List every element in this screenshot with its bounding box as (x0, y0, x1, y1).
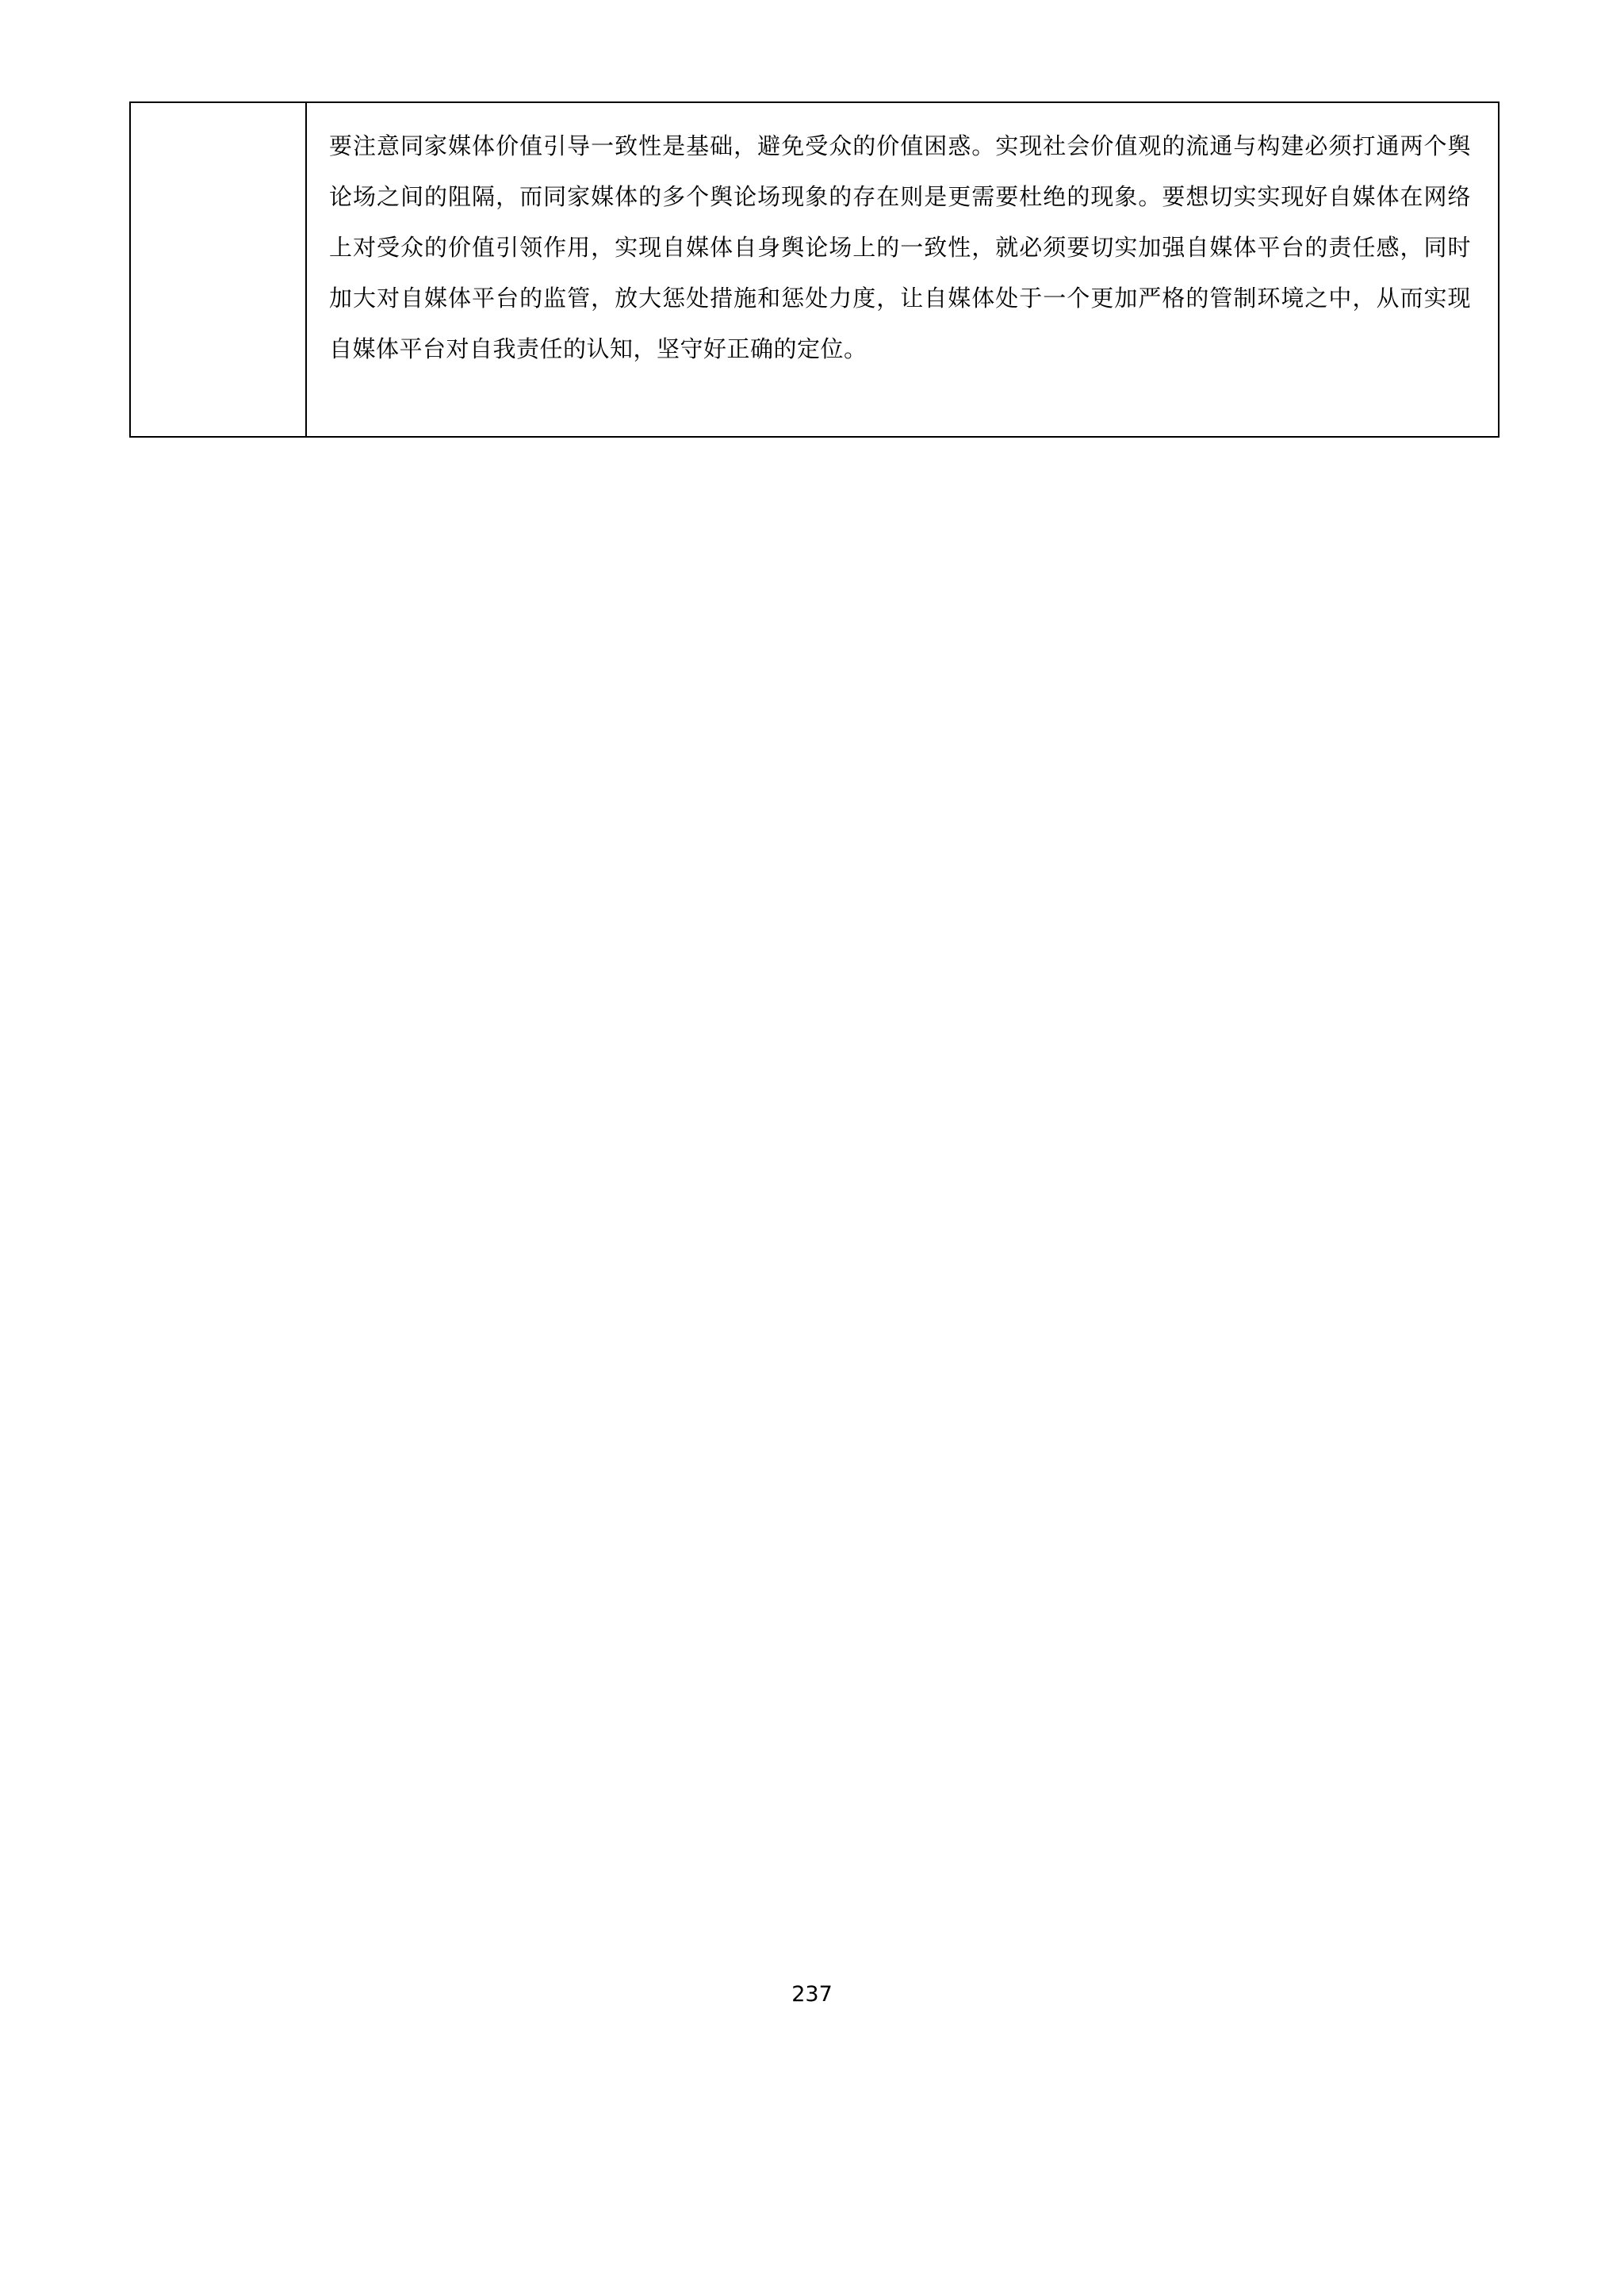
table-cell-right-content (307, 103, 1498, 392)
table-body (130, 102, 1499, 437)
table-cell-right (306, 102, 1499, 437)
content-table (129, 101, 1500, 438)
table-cell-left (130, 102, 306, 437)
paragraph-main: 要注意同家媒体价值引导一致性是基础，避免受众的价值困惑。实现社会价值观的流通与构建必须打通两个舆论场之间的阻隔，而同家媒体的多个舆论场现象的存在则是更需要杜绝的现象。要想切实实现好自媒体在网络上对受众的价值引领作用，实现自媒体自身舆论场上的一致性，就必须要切实加强自媒体平台的责任感，同时加大对自媒体平台的监管，放大惩处措施和惩处力度，让自媒体处于一个更加严格的管制环境之中，从而实现自媒体平台对自我责任的认知，坚守好正确的定位。 (329, 132, 1471, 362)
page-number: 237 (791, 1982, 833, 2007)
table-row (130, 102, 1499, 437)
table-cell-left-content (131, 103, 305, 436)
